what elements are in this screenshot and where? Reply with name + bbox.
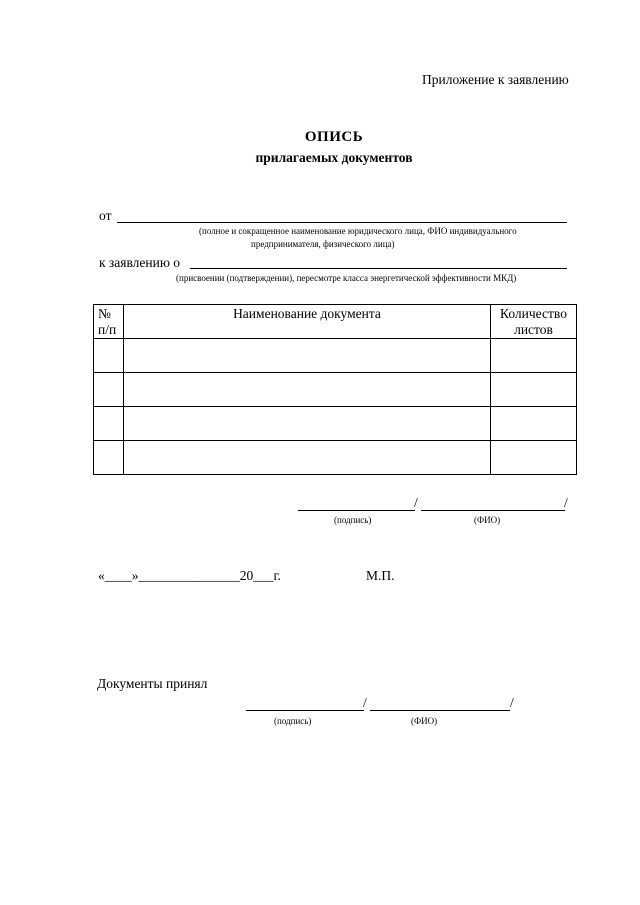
column-header-document-name: Наименование документа <box>124 305 491 339</box>
column-header-sheet-count: Количество листов <box>491 305 577 339</box>
applicant-separator: / <box>414 495 418 510</box>
date-line <box>98 568 281 584</box>
date-year-prefix: 20 <box>239 568 254 583</box>
cell-document-name[interactable] <box>124 339 491 373</box>
documents-table <box>93 304 577 475</box>
table-row <box>94 373 577 407</box>
received-signature-line[interactable] <box>246 710 364 711</box>
from-line[interactable] <box>117 222 567 223</box>
applicant-signature-line[interactable] <box>298 510 415 511</box>
cell-number[interactable] <box>94 339 124 373</box>
date-close-quote: » <box>131 568 139 583</box>
cell-sheet-count[interactable] <box>491 407 577 441</box>
table-header-row <box>94 305 577 339</box>
cell-number[interactable] <box>94 441 124 475</box>
applicant-name-label: (ФИО) <box>474 515 501 525</box>
applicant-separator-end: / <box>564 495 568 510</box>
table-row <box>94 441 577 475</box>
cell-number[interactable] <box>94 407 124 441</box>
cell-document-name[interactable] <box>124 373 491 407</box>
column-header-number: № п/п <box>94 305 124 339</box>
date-year-suffix: г. <box>273 568 281 583</box>
table-row <box>94 407 577 441</box>
appendix-note: Приложение к заявлению <box>422 72 569 87</box>
received-separator-end: / <box>510 695 514 710</box>
document-title: ОПИСЬ <box>304 129 364 145</box>
received-name-label: (ФИО) <box>411 716 438 726</box>
cell-number[interactable] <box>94 373 124 407</box>
from-label: от <box>99 208 112 223</box>
applicant-name-line[interactable] <box>421 510 565 511</box>
date-open-quote: « <box>98 568 105 583</box>
cell-sheet-count[interactable] <box>491 373 577 407</box>
application-hint: (присвоении (подтверждении), пересмотре класса энергетической эффективности МКД) <box>176 273 517 283</box>
received-signature-label: (подпись) <box>274 716 312 726</box>
from-hint-line2: предпринимателя, физического лица) <box>251 239 395 249</box>
received-label: Документы принял <box>97 676 208 691</box>
cell-sheet-count[interactable] <box>491 339 577 373</box>
date-day-field[interactable]: ____ <box>104 568 132 583</box>
from-hint-line1: (полное и сокращенное наименование юридического лица, ФИО индивидуального <box>199 226 517 236</box>
application-label: к заявлению о <box>99 255 181 270</box>
application-line[interactable] <box>190 268 567 269</box>
date-year-field[interactable]: ___ <box>253 568 274 583</box>
received-separator: / <box>363 695 367 710</box>
table-row <box>94 339 577 373</box>
applicant-signature-label: (подпись) <box>334 515 372 525</box>
cell-sheet-count[interactable] <box>491 441 577 475</box>
seal-placeholder: М.П. <box>366 568 395 583</box>
cell-document-name[interactable] <box>124 407 491 441</box>
date-month-field[interactable]: _______________ <box>138 568 240 583</box>
received-name-line[interactable] <box>370 710 510 711</box>
document-subtitle: прилагаемых документов <box>255 150 413 165</box>
cell-document-name[interactable] <box>124 441 491 475</box>
